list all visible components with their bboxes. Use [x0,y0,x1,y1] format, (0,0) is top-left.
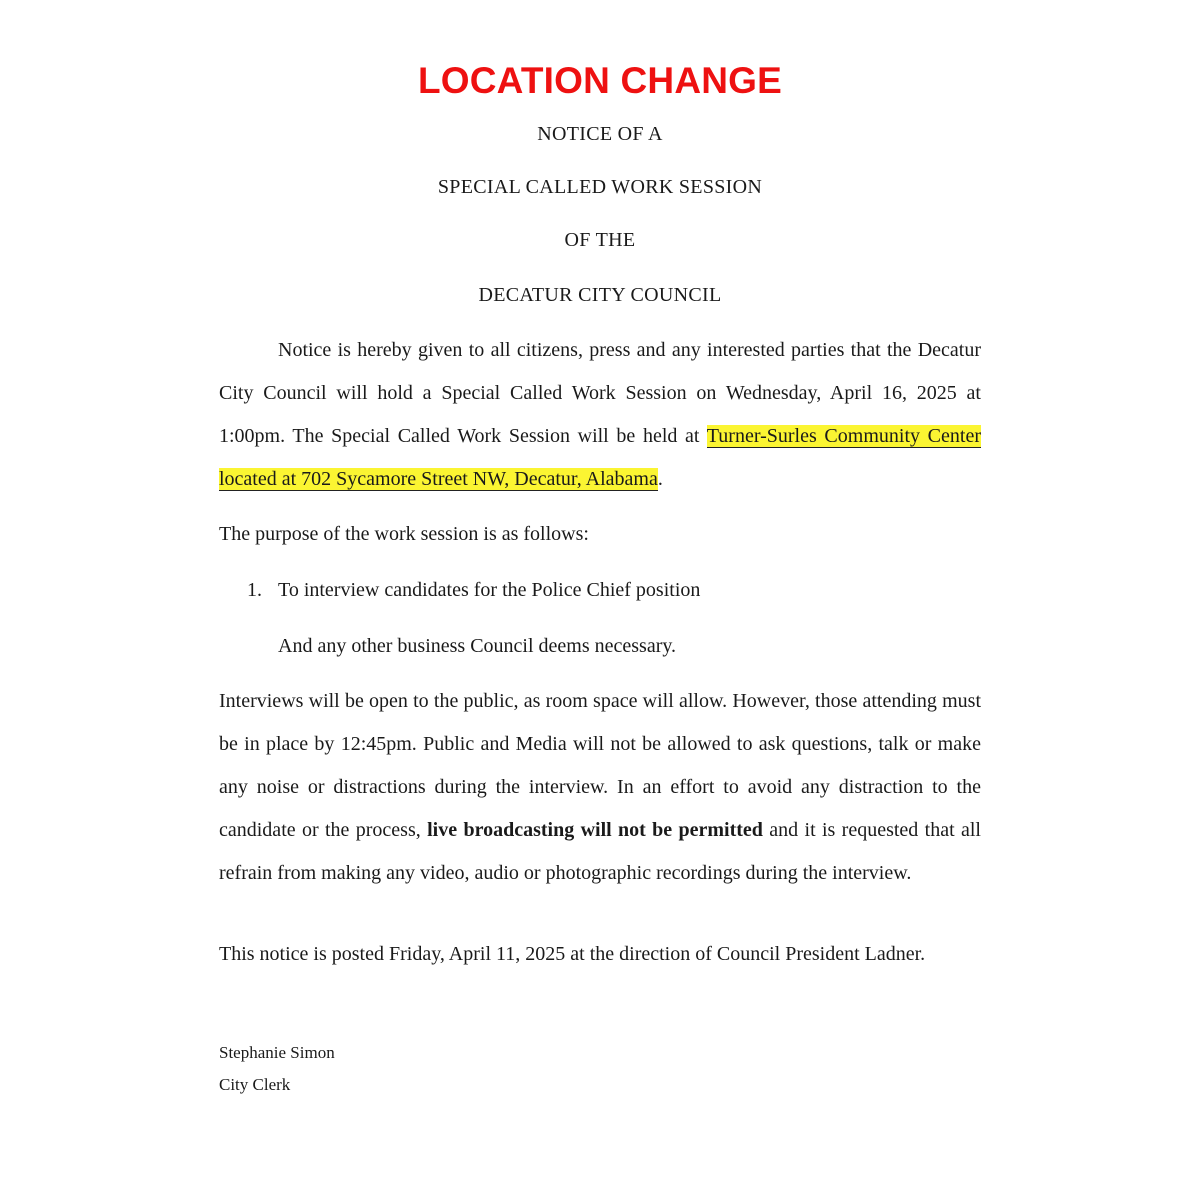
interviews-text-end: and it is requested that all refrain from making any video, audio or photographic recordings during the interview. [219,819,981,884]
purpose-intro: The purpose of the work session is as follows: [219,523,589,545]
heading-notice-of-a: NOTICE OF A [537,123,663,145]
signature-name: Stephanie Simon [219,1043,335,1062]
list-item-number: 1. [247,579,262,601]
highlighted-location: Turner-Surles Community Center located at 702 Sycamore Street NW, Decatur, Alabama [219,425,981,490]
list-item-text: To interview candidates for the Police Chief position [278,579,701,601]
broadcast-warning: live broadcasting will not be permitted [427,819,763,841]
heading-decatur-city-council: DECATUR CITY COUNCIL [478,284,722,306]
interviews-paragraph [219,680,981,895]
purpose-list-item [247,576,700,604]
location-change-title: LOCATION CHANGE [417,60,783,101]
posted-paragraph: This notice is posted Friday, April 11, 2025 at the direction of Council President Ladner. [219,943,926,965]
notice-text: Notice is hereby given to all citizens, press and any interested parties that the Decatur City Council will hold a Special Called Work Session on Wednesday, April 16, 2025 at 1:00pm. The Special Called Work Session will be held at [219,339,981,447]
interviews-text: Interviews will be open to the public, as room space will allow. However, those attending must be in place by 12:45pm. Public and Media will not be allowed to ask questions, talk or make any noise or distractions during the interview. In an effort to avoid any distraction to the candidate or the process, [219,690,981,841]
other-business-text: And any other business Council deems necessary. [278,635,677,657]
notice-paragraph [219,329,981,501]
notice-text-end: . [657,468,663,490]
signature-title: City Clerk [219,1075,291,1094]
heading-of-the: OF THE [564,229,636,251]
heading-special-called-work-session: SPECIAL CALLED WORK SESSION [437,176,763,198]
